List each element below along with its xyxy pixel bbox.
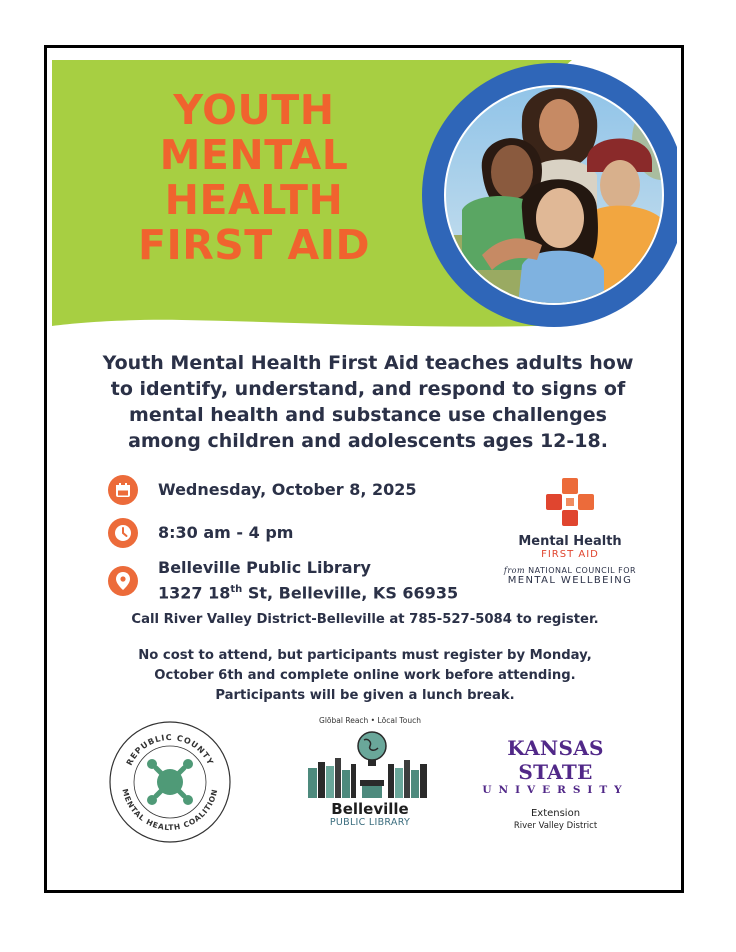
event-time: 8:30 am - 4 pm	[158, 523, 294, 542]
intro-text: Youth Mental Health First Aid teaches adults how to identify, understand, and respond to signs of mental health and substance use challenges among children and adolescents ages 12-18.	[102, 352, 634, 452]
title-line-2: MENTAL	[159, 131, 349, 179]
library-subtitle: PUBLIC LIBRARY	[329, 817, 411, 828]
cost-note: No cost to attend, but participants must register by Monday, October 6th and complete online work before attending. Participants will be given a lunch break.	[138, 648, 592, 703]
kstate-district: River Valley District	[513, 821, 598, 831]
location-name: Belleville Public Library	[158, 558, 371, 577]
svg-text:REPUBLIC COUNTY: REPUBLIC COUNTY	[124, 732, 216, 767]
mhfa-sub: FIRST AID	[541, 549, 599, 560]
date-row	[108, 475, 417, 505]
title-line-4: FIRST AID	[137, 221, 371, 269]
mhfa-cross-icon	[546, 478, 594, 526]
kstate-extension: Extension	[530, 808, 581, 819]
location-address: 1327 18th St, Belleville, KS 66935	[158, 583, 459, 603]
kstate-name: KANSAS STATE	[507, 736, 604, 784]
library-tagline: Glōbal Reach • Lōcal Touch	[319, 716, 421, 725]
time-row	[108, 518, 293, 548]
kstate-logo	[478, 736, 633, 831]
calendar-icon	[108, 475, 138, 505]
mhfa-from: from NATIONAL COUNCIL FOR	[503, 566, 637, 575]
clock-icon	[108, 518, 138, 548]
mhfa-name: Mental Health	[518, 534, 622, 549]
kstate-university: UNIVERSITY	[482, 784, 629, 796]
location-row	[108, 557, 458, 604]
mhfa-logo	[500, 478, 640, 586]
svg-text:MENTAL HEALTH COALITION: MENTAL HEALTH COALITION	[120, 787, 220, 833]
register-call: Call River Valley District-Belleville at 785-527-5084 to register.	[131, 612, 599, 627]
event-date: Wednesday, October 8, 2025	[158, 480, 417, 499]
library-logo	[300, 716, 440, 826]
event-title	[110, 88, 398, 268]
title-line-3: HEALTH	[164, 176, 344, 224]
books-globe-icon	[308, 728, 432, 800]
event-location	[158, 557, 458, 604]
coalition-logo	[108, 720, 232, 844]
library-name: Belleville	[331, 800, 409, 818]
location-pin-icon	[108, 566, 138, 596]
mhfa-org: MENTAL WELLBEING	[507, 575, 633, 586]
title-line-1: YOUTH	[173, 86, 335, 134]
